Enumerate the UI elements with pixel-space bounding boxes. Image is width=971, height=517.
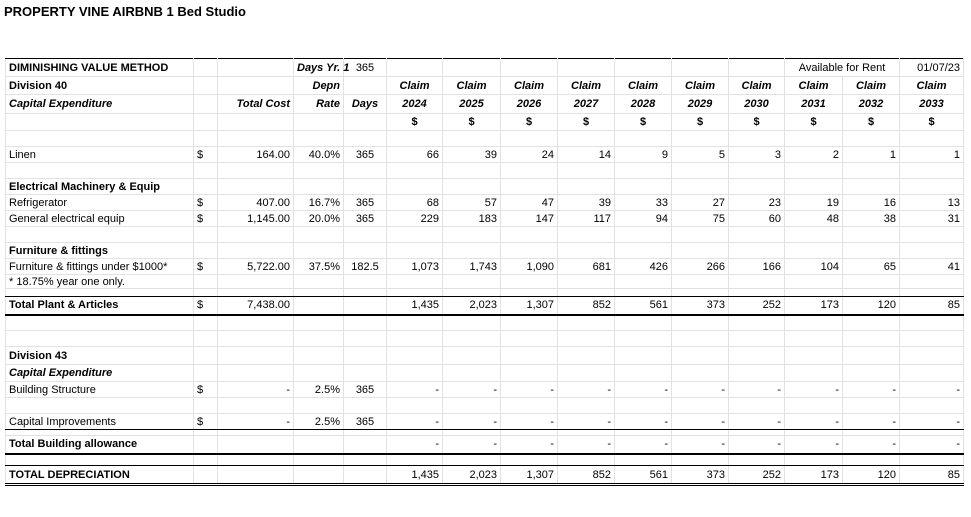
claim-value: 24 bbox=[501, 147, 558, 163]
method-label: DIMINISHING VALUE METHOD bbox=[6, 59, 194, 77]
claim-value: - bbox=[729, 414, 785, 430]
claim-value: 57 bbox=[443, 195, 501, 211]
dollar-unit: $ bbox=[843, 114, 900, 131]
claim-value: 1,307 bbox=[501, 297, 558, 315]
depn-rate: 37.5% bbox=[294, 259, 344, 275]
claim-value: 14 bbox=[558, 147, 615, 163]
claim-value: - bbox=[387, 436, 443, 454]
header-row-1 bbox=[6, 59, 964, 77]
currency: $ bbox=[194, 259, 218, 275]
section-heading-row bbox=[6, 179, 964, 195]
start-date: 01/07/23 bbox=[900, 59, 964, 77]
spacer-row bbox=[6, 315, 964, 331]
claim-header: Claim bbox=[785, 77, 843, 95]
header-row-3 bbox=[6, 95, 964, 114]
total-building-label: Total Building allowance bbox=[6, 436, 194, 454]
year-header: 2028 bbox=[615, 95, 672, 114]
claim-header: Claim bbox=[387, 77, 443, 95]
depreciation-table bbox=[5, 58, 964, 486]
note-row bbox=[6, 275, 964, 289]
claim-header: Claim bbox=[501, 77, 558, 95]
claim-value: 1,435 bbox=[387, 297, 443, 315]
furniture-heading: Furniture & fittings bbox=[6, 243, 194, 259]
claim-value: 23 bbox=[729, 195, 785, 211]
division-43-label: Division 43 bbox=[6, 347, 194, 365]
claim-value: - bbox=[387, 382, 443, 398]
claim-value: 252 bbox=[729, 466, 785, 485]
depn-label: Depn bbox=[294, 77, 344, 95]
total-cost: 5,722.00 bbox=[218, 259, 294, 275]
claim-value: 2,023 bbox=[443, 466, 501, 485]
total-cost: 1,145.00 bbox=[218, 211, 294, 227]
days: 365 bbox=[344, 195, 387, 211]
claim-value: - bbox=[501, 436, 558, 454]
claim-value: - bbox=[558, 436, 615, 454]
claim-value: 120 bbox=[843, 297, 900, 315]
dollar-unit: $ bbox=[729, 114, 785, 131]
claim-value: 1,743 bbox=[443, 259, 501, 275]
claim-value: - bbox=[900, 436, 964, 454]
depn-rate: 2.5% bbox=[294, 382, 344, 398]
depn-rate: 40.0% bbox=[294, 147, 344, 163]
dollar-unit: $ bbox=[387, 114, 443, 131]
claim-value: - bbox=[900, 414, 964, 430]
year-header: 2032 bbox=[843, 95, 900, 114]
claim-value: 94 bbox=[615, 211, 672, 227]
dollar-unit: $ bbox=[501, 114, 558, 131]
total-cost-header: Total Cost bbox=[218, 95, 294, 114]
depn-rate: 2.5% bbox=[294, 414, 344, 430]
refrigerator-row bbox=[6, 195, 964, 211]
claim-value: 39 bbox=[443, 147, 501, 163]
claim-header: Claim bbox=[900, 77, 964, 95]
footnote: * 18.75% year one only. bbox=[6, 275, 194, 289]
spacer-row bbox=[6, 289, 964, 297]
claim-value: - bbox=[672, 436, 729, 454]
claim-value: - bbox=[672, 382, 729, 398]
total-depreciation-label: TOTAL DEPRECIATION bbox=[6, 466, 194, 485]
claim-value: 1,307 bbox=[501, 466, 558, 485]
spacer-row bbox=[6, 227, 964, 243]
building-structure-row bbox=[6, 382, 964, 398]
days: 365 bbox=[344, 382, 387, 398]
claim-value: 75 bbox=[672, 211, 729, 227]
claim-value: - bbox=[443, 414, 501, 430]
year-header: 2026 bbox=[501, 95, 558, 114]
days: 365 bbox=[344, 211, 387, 227]
item-name: General electrical equip bbox=[6, 211, 194, 227]
year-header: 2025 bbox=[443, 95, 501, 114]
claim-value: 1,073 bbox=[387, 259, 443, 275]
furniture-row bbox=[6, 259, 964, 275]
spacer-row bbox=[6, 131, 964, 147]
claim-value: - bbox=[558, 382, 615, 398]
total-plant-row bbox=[6, 297, 964, 315]
general-electrical-row bbox=[6, 211, 964, 227]
claim-value: 1 bbox=[900, 147, 964, 163]
div43-capital-expenditure-label: Capital Expenditure bbox=[6, 365, 194, 382]
claim-value: 39 bbox=[558, 195, 615, 211]
claim-value: 2 bbox=[785, 147, 843, 163]
spacer-row bbox=[6, 398, 964, 414]
total-plant-label: Total Plant & Articles bbox=[6, 297, 194, 315]
dollar-unit: $ bbox=[558, 114, 615, 131]
total-cost: 407.00 bbox=[218, 195, 294, 211]
dollar-unit: $ bbox=[443, 114, 501, 131]
rate-header: Rate bbox=[294, 95, 344, 114]
days: 182.5 bbox=[344, 259, 387, 275]
dollar-unit: $ bbox=[615, 114, 672, 131]
dollar-unit: $ bbox=[672, 114, 729, 131]
claim-value: 104 bbox=[785, 259, 843, 275]
total-depreciation-row bbox=[6, 466, 964, 485]
item-name: Furniture & fittings under $1000* bbox=[6, 259, 194, 275]
claim-value: - bbox=[729, 382, 785, 398]
claim-value: 33 bbox=[615, 195, 672, 211]
claim-value: 2,023 bbox=[443, 297, 501, 315]
claim-header: Claim bbox=[672, 77, 729, 95]
claim-value: 85 bbox=[900, 297, 964, 315]
currency: $ bbox=[194, 195, 218, 211]
days-header: Days bbox=[344, 95, 387, 114]
claim-value: 852 bbox=[558, 466, 615, 485]
claim-value: - bbox=[615, 382, 672, 398]
claim-header: Claim bbox=[615, 77, 672, 95]
claim-value: 147 bbox=[501, 211, 558, 227]
claim-value: 1,090 bbox=[501, 259, 558, 275]
claim-value: 65 bbox=[843, 259, 900, 275]
claim-value: 852 bbox=[558, 297, 615, 315]
div43-capex-row bbox=[6, 365, 964, 382]
spacer-row bbox=[6, 454, 964, 466]
claim-value: 561 bbox=[615, 297, 672, 315]
claim-header: Claim bbox=[843, 77, 900, 95]
claim-header: Claim bbox=[558, 77, 615, 95]
claim-value: 9 bbox=[615, 147, 672, 163]
year-header: 2027 bbox=[558, 95, 615, 114]
claim-value: 38 bbox=[843, 211, 900, 227]
item-name: Refrigerator bbox=[6, 195, 194, 211]
spacer-row bbox=[6, 331, 964, 347]
claim-value: - bbox=[672, 414, 729, 430]
total-cost: 7,438.00 bbox=[218, 297, 294, 315]
year-header: 2031 bbox=[785, 95, 843, 114]
claim-value: 41 bbox=[900, 259, 964, 275]
claim-value: - bbox=[843, 414, 900, 430]
claim-value: - bbox=[843, 382, 900, 398]
claim-value: 229 bbox=[387, 211, 443, 227]
claim-value: - bbox=[558, 414, 615, 430]
claim-value: 166 bbox=[729, 259, 785, 275]
claim-value: 252 bbox=[729, 297, 785, 315]
claim-value: - bbox=[843, 436, 900, 454]
depn-rate: 20.0% bbox=[294, 211, 344, 227]
document-title: PROPERTY VINE AIRBNB 1 Bed Studio bbox=[4, 4, 246, 19]
claim-value: 373 bbox=[672, 297, 729, 315]
header-row-4 bbox=[6, 114, 964, 131]
claim-value: 31 bbox=[900, 211, 964, 227]
claim-value: - bbox=[443, 436, 501, 454]
claim-value: - bbox=[785, 382, 843, 398]
currency: $ bbox=[194, 414, 218, 430]
currency: $ bbox=[194, 297, 218, 315]
claim-header: Claim bbox=[443, 77, 501, 95]
total-cost: - bbox=[218, 382, 294, 398]
claim-value: 173 bbox=[785, 466, 843, 485]
division-40-label: Division 40 bbox=[6, 77, 194, 95]
spacer-row bbox=[6, 163, 964, 179]
claim-value: - bbox=[501, 414, 558, 430]
claim-value: - bbox=[785, 414, 843, 430]
claim-value: 266 bbox=[672, 259, 729, 275]
claim-value: 19 bbox=[785, 195, 843, 211]
claim-value: 173 bbox=[785, 297, 843, 315]
claim-value: - bbox=[785, 436, 843, 454]
item-name: Linen bbox=[6, 147, 194, 163]
claim-value: - bbox=[443, 382, 501, 398]
claim-value: 426 bbox=[615, 259, 672, 275]
year-header: 2030 bbox=[729, 95, 785, 114]
total-cost: - bbox=[218, 414, 294, 430]
claim-value: 68 bbox=[387, 195, 443, 211]
days: 365 bbox=[344, 414, 387, 430]
claim-value: 681 bbox=[558, 259, 615, 275]
section-heading-row bbox=[6, 243, 964, 259]
available-for-rent-label: Available for Rent bbox=[785, 59, 900, 77]
claim-value: 47 bbox=[501, 195, 558, 211]
item-name: Building Structure bbox=[6, 382, 194, 398]
claim-value: 1,435 bbox=[387, 466, 443, 485]
currency: $ bbox=[194, 147, 218, 163]
total-cost: 164.00 bbox=[218, 147, 294, 163]
claim-value: 85 bbox=[900, 466, 964, 485]
year-header: 2024 bbox=[387, 95, 443, 114]
claim-value: 373 bbox=[672, 466, 729, 485]
claim-value: - bbox=[729, 436, 785, 454]
days: 365 bbox=[344, 147, 387, 163]
claim-value: 13 bbox=[900, 195, 964, 211]
claim-value: - bbox=[387, 414, 443, 430]
claim-value: - bbox=[900, 382, 964, 398]
electrical-heading: Electrical Machinery & Equip bbox=[6, 179, 194, 195]
total-building-row bbox=[6, 436, 964, 454]
claim-value: 5 bbox=[672, 147, 729, 163]
item-name: Capital Improvements bbox=[6, 414, 194, 430]
claim-value: - bbox=[615, 436, 672, 454]
year-header: 2029 bbox=[672, 95, 729, 114]
claim-value: 1 bbox=[843, 147, 900, 163]
claim-value: - bbox=[501, 382, 558, 398]
claim-value: 3 bbox=[729, 147, 785, 163]
claim-value: 48 bbox=[785, 211, 843, 227]
claim-value: 183 bbox=[443, 211, 501, 227]
claim-value: 27 bbox=[672, 195, 729, 211]
currency: $ bbox=[194, 211, 218, 227]
claim-value: 60 bbox=[729, 211, 785, 227]
currency: $ bbox=[194, 382, 218, 398]
claim-header: Claim bbox=[729, 77, 785, 95]
division-43-row bbox=[6, 347, 964, 365]
depn-rate: 16.7% bbox=[294, 195, 344, 211]
days-yr1-value: 365 bbox=[344, 59, 387, 77]
dollar-unit: $ bbox=[900, 114, 964, 131]
claim-value: 561 bbox=[615, 466, 672, 485]
days-yr1-label: Days Yr. 1 bbox=[294, 59, 344, 77]
year-header: 2033 bbox=[900, 95, 964, 114]
claim-value: 117 bbox=[558, 211, 615, 227]
dollar-unit: $ bbox=[785, 114, 843, 131]
claim-value: 16 bbox=[843, 195, 900, 211]
capital-improvements-row bbox=[6, 414, 964, 430]
header-row-2 bbox=[6, 77, 964, 95]
linen-row bbox=[6, 147, 964, 163]
claim-value: - bbox=[615, 414, 672, 430]
claim-value: 120 bbox=[843, 466, 900, 485]
capital-expenditure-label: Capital Expenditure bbox=[6, 95, 194, 114]
claim-value: 66 bbox=[387, 147, 443, 163]
